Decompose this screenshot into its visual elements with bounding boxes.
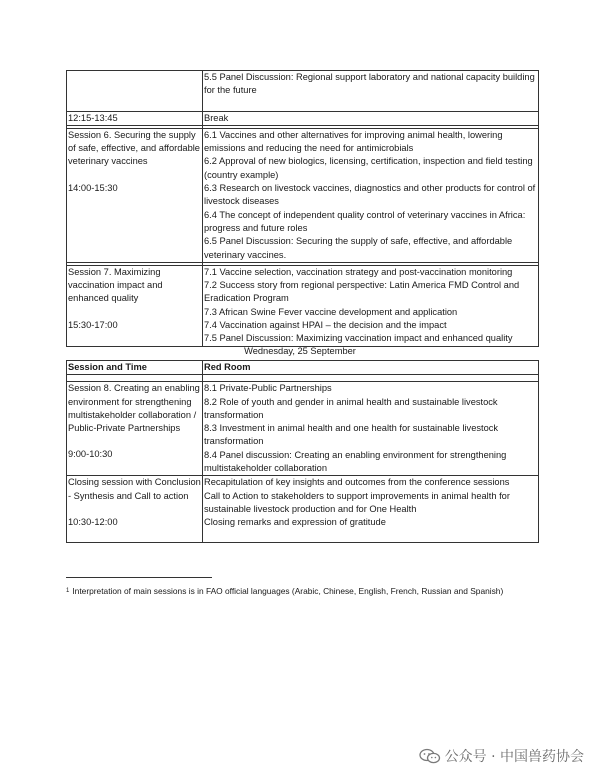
topic-item: Recapitulation of key insights and outcomes from the conference sessions xyxy=(204,477,510,488)
session-time: 10:30-12:00 xyxy=(68,516,118,527)
session-cell xyxy=(67,71,203,112)
topic-item: 8.4 Panel discussion: Creating an enabling environment for strengthening multistakeholder collaboration xyxy=(204,449,507,474)
session-time: 15:30-17:00 xyxy=(68,319,118,330)
table-row xyxy=(67,476,539,543)
session-cell xyxy=(67,476,203,543)
footnote-text: Interpretation of main sessions is in FAO official languages (Arabic, Chinese, English, French, Russian and Spanish) xyxy=(72,586,504,596)
session-cell xyxy=(67,265,203,346)
topic-item: 6.3 Research on livestock vaccines, diagnostics and other products for control of livestock diseases xyxy=(204,183,536,207)
topics-cell xyxy=(203,476,539,543)
topic-item: 7.3 African Swine Fever vaccine development and application xyxy=(204,306,458,317)
session-title: Session 6. Securing the supply of safe, effective, and affordable veterinary vaccines xyxy=(68,129,200,167)
table-row xyxy=(67,128,539,262)
session-title: Session 8. Creating an enabling environment for strengthening multistakeholder collaboration / Public-Private Partnerships xyxy=(68,383,200,434)
topic-item: 6.2 Approval of new biologics, licensing, certification, inspection and field testing (country example) xyxy=(204,156,533,180)
session-cell xyxy=(67,128,203,262)
column-header-room: Red Room xyxy=(203,361,539,375)
agenda-table-tuesday xyxy=(66,70,539,347)
time-cell: 12:15-13:45 xyxy=(67,111,203,125)
topic-item: 8.3 Investment in animal health and one health for sustainable livestock transformation xyxy=(204,423,499,447)
agenda-table-wednesday xyxy=(66,360,539,543)
session-title: Session 7. Maximizing vaccination impact and enhanced quality xyxy=(68,266,163,304)
topic-item: Call to Action to stakeholders to support improvements in animal health for sustainable livestock production and for One Health xyxy=(204,490,510,514)
footnote xyxy=(66,585,536,597)
topic-item: 8.2 Role of youth and gender in animal health and sustainable livestock transformation xyxy=(204,396,498,420)
watermark-text: 公众号 · 中国兽药协会 xyxy=(444,749,584,765)
topic-item: 7.2 Success story from regional perspective: Latin America FMD Control and Eradication Program xyxy=(204,280,520,304)
topic-item: 6.1 Vaccines and other alternatives for improving animal health, lowering emissions and reducing the need for antimicrobials xyxy=(204,129,503,154)
watermark xyxy=(419,746,584,766)
table-header-row xyxy=(67,361,539,375)
topic-item: 7.4 Vaccination against HPAI – the decision and the impact xyxy=(204,320,447,331)
topics-cell xyxy=(203,71,539,112)
footnote-marker: 1 xyxy=(66,588,70,594)
topic-item: 6.4 The concept of independent quality control of veterinary vaccines in Africa: progress and future roles xyxy=(204,209,526,233)
topic-item: Closing remarks and expression of gratitude xyxy=(204,517,386,528)
session-time: 14:00-15:30 xyxy=(68,182,118,193)
table-row xyxy=(67,382,539,476)
session-cell xyxy=(67,382,203,476)
column-header-session: Session and Time xyxy=(67,361,203,375)
topic-item: 8.1 Private-Public Partnerships xyxy=(204,383,332,394)
topics-cell xyxy=(203,382,539,476)
table-row xyxy=(67,71,539,112)
day-heading: Wednesday, 25 September xyxy=(244,346,356,356)
topic-item: 7.5 Panel Discussion: Maximizing vaccination impact and enhanced quality xyxy=(204,333,513,344)
topic-item: 6.5 Panel Discussion: Securing the supply of safe, effective, and affordable veterinary vaccines. xyxy=(204,236,513,260)
table-row xyxy=(67,111,539,125)
table-row xyxy=(67,265,539,346)
session-title: Closing session with Conclusion - Synthesis and Call to action xyxy=(68,477,201,501)
topic-item: 5.5 Panel Discussion: Regional support laboratory and national capacity building for the future xyxy=(204,72,535,96)
footnote-divider xyxy=(66,577,212,578)
topics-cell xyxy=(203,265,539,346)
wechat-icon xyxy=(419,748,441,764)
topics-cell xyxy=(203,128,539,262)
topics-cell: Break xyxy=(203,111,539,125)
session-time: 9:00-10:30 xyxy=(68,449,113,460)
topic-item: 7.1 Vaccine selection, vaccination strategy and post-vaccination monitoring xyxy=(204,266,513,277)
